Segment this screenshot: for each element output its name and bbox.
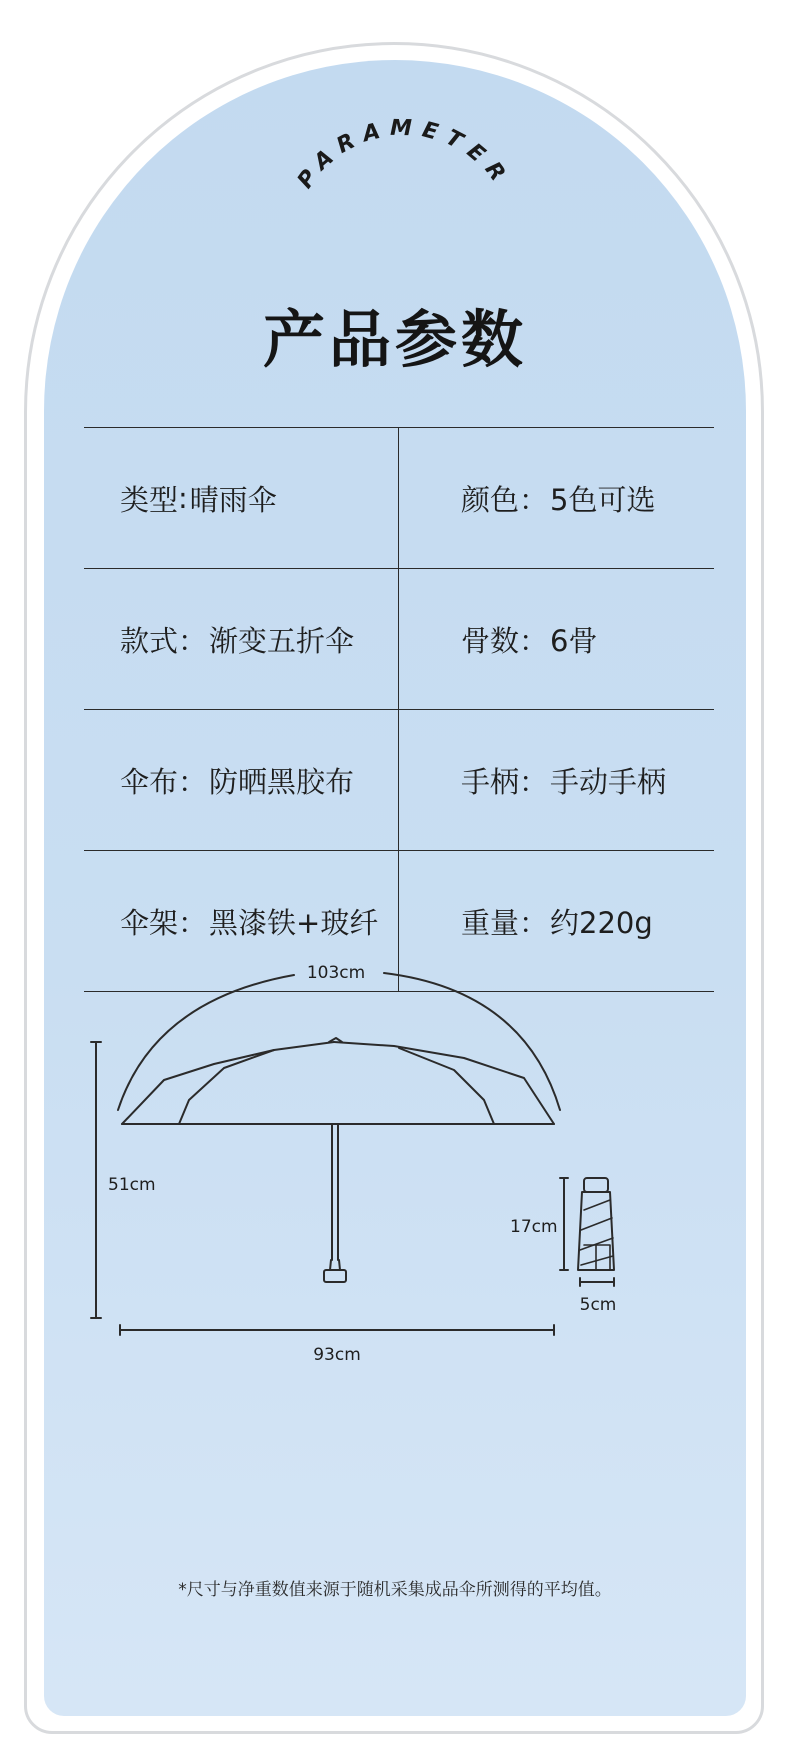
folded-width-dimension-icon: [580, 1278, 614, 1286]
arc-dimension-left-icon: [118, 975, 294, 1110]
width-dimension-icon: [120, 1325, 554, 1335]
folded-width-label: 5cm: [579, 1295, 617, 1315]
canopy-right-icon: [334, 1042, 554, 1124]
param-weight: 重量 ： 约220g: [461, 905, 653, 940]
shaft-icon: [332, 1124, 338, 1260]
arc-dimension-right-icon: [384, 973, 560, 1110]
page-title: 产品参数: [262, 303, 527, 376]
folded-height-label: 17cm: [510, 1217, 558, 1237]
param-frame: 伞架 ： 黑漆铁+玻纤: [84, 851, 399, 991]
folded-cap-icon: [584, 1178, 608, 1192]
canopy-left-icon: [122, 1042, 334, 1124]
param-color: 颜色 ： 5色可选: [461, 482, 656, 517]
umbrella-dimension-diagram: [44, 60, 746, 1560]
footnote: *尺寸与净重数值来源于随机采集成品伞所测得的平均值。: [178, 1580, 612, 1600]
open-arc-label: 103cm: [306, 963, 366, 983]
rib-right-icon: [399, 1048, 494, 1124]
height-dimension-icon: [91, 1042, 101, 1318]
param-type: 类型 : 晴雨伞: [84, 428, 399, 568]
open-width-label: 93cm: [313, 1345, 361, 1365]
param-style: 款式 ： 渐变五折伞: [84, 569, 399, 709]
param-fabric: 伞布 ： 防晒黑胶布: [84, 710, 399, 850]
folded-height-dimension-icon: [560, 1178, 568, 1270]
arc-word-text: PARAMETER: [292, 115, 516, 194]
open-height-label: 51cm: [108, 1175, 156, 1195]
param-ribs: 骨数 ： 6骨: [461, 623, 598, 658]
param-handle: 手柄 ： 手动手柄: [461, 764, 667, 799]
parameter-panel: [44, 60, 746, 1716]
handle-icon: [324, 1270, 346, 1282]
